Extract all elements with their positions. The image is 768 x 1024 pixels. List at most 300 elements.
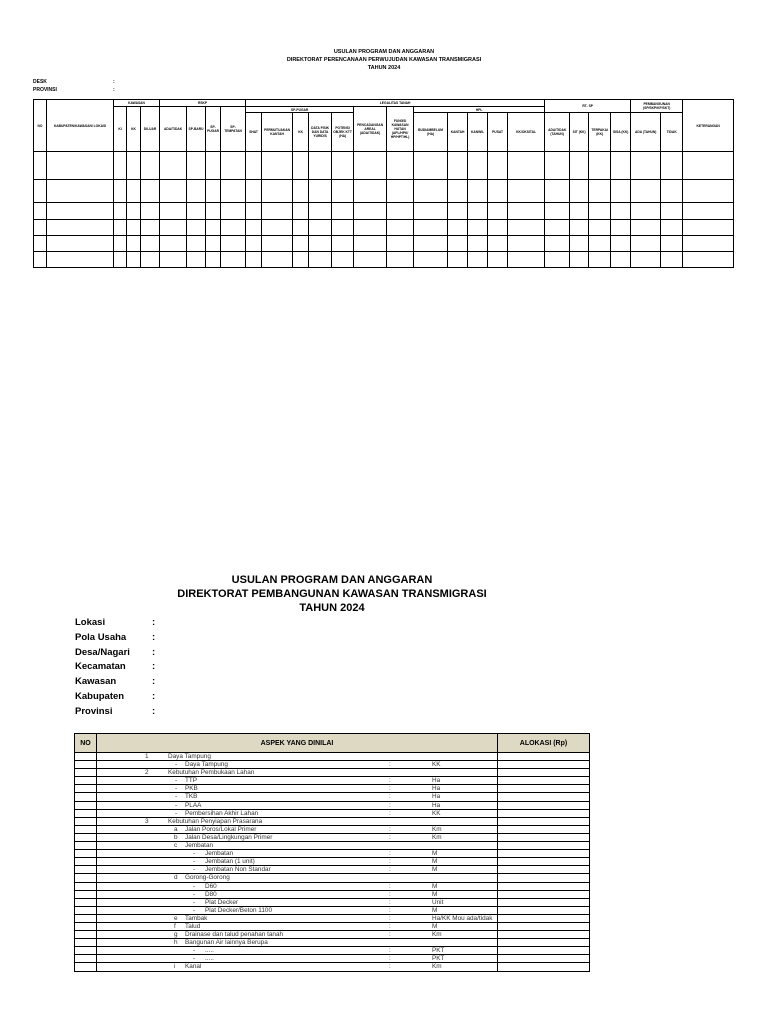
header-hpl-pusat: PUSAT (488, 113, 508, 152)
row-unit: M (432, 850, 438, 858)
table-cell[interactable] (589, 203, 611, 219)
table-cell[interactable] (293, 203, 309, 219)
table-row (34, 219, 734, 235)
table-cell[interactable] (468, 203, 488, 219)
alokasi-cell[interactable] (498, 842, 590, 850)
table-cell[interactable] (570, 203, 589, 219)
table-cell[interactable] (160, 152, 187, 180)
alokasi-cell[interactable] (498, 777, 590, 785)
table-cell[interactable] (508, 203, 545, 219)
header-pemb-tidak: TIDAK (661, 113, 683, 152)
row-no-cell (75, 801, 97, 809)
table-cell[interactable] (221, 203, 246, 219)
row-no-cell (75, 947, 97, 955)
row-colon: : (389, 809, 391, 817)
table-cell[interactable] (570, 219, 589, 235)
table-cell[interactable] (34, 219, 47, 235)
table-cell[interactable] (570, 152, 589, 180)
row-marker: f (174, 922, 176, 930)
table-cell[interactable] (127, 235, 141, 251)
table-cell[interactable] (34, 235, 47, 251)
table-cell[interactable] (114, 251, 127, 267)
table-row (34, 235, 734, 251)
row-no-cell (75, 882, 97, 890)
alokasi-cell[interactable] (498, 882, 590, 890)
table-cell[interactable] (246, 251, 262, 267)
table-cell[interactable] (545, 152, 570, 180)
row-marker: - (175, 809, 178, 817)
row-colon: : (389, 914, 391, 922)
meta-label: Kabupaten (75, 690, 125, 702)
row-marker: c (174, 842, 178, 850)
table-cell[interactable] (141, 180, 160, 203)
table-cell[interactable] (661, 219, 683, 235)
table-cell[interactable] (683, 180, 734, 203)
table-cell[interactable] (683, 219, 734, 235)
meta-label: Lokasi (75, 617, 106, 628)
table-cell[interactable] (488, 219, 508, 235)
meta-colon: : (113, 79, 115, 85)
row-marker: - (193, 906, 196, 914)
table-cell[interactable] (631, 152, 661, 180)
table-cell[interactable] (206, 203, 221, 219)
header-sp-pugar: SP-PUGAR (246, 107, 354, 113)
table-cell[interactable] (160, 219, 187, 235)
table-cell[interactable] (508, 251, 545, 267)
table-cell[interactable] (187, 180, 206, 203)
table-cell[interactable] (187, 203, 206, 219)
table-cell[interactable] (611, 180, 631, 203)
table-cell[interactable] (34, 203, 47, 219)
table-cell[interactable] (246, 152, 262, 180)
table-cell[interactable] (206, 219, 221, 235)
table-cell[interactable] (309, 180, 332, 203)
form1-year: TAHUN 2024 (367, 65, 401, 71)
table-cell[interactable] (570, 251, 589, 267)
table-cell[interactable] (631, 251, 661, 267)
table-cell[interactable] (387, 203, 414, 219)
table-cell[interactable] (611, 251, 631, 267)
row-label: Plat Decker (205, 898, 239, 906)
row-label: Kanal (185, 963, 202, 971)
table-row (75, 769, 590, 777)
table-cell[interactable] (488, 203, 508, 219)
table-cell[interactable] (221, 219, 246, 235)
table-cell[interactable] (448, 235, 468, 251)
table-cell[interactable] (488, 180, 508, 203)
table-cell[interactable] (354, 235, 387, 251)
alokasi-cell[interactable] (498, 922, 590, 930)
row-unit: PKT (432, 955, 445, 963)
table-cell[interactable] (508, 235, 545, 251)
table-cell[interactable] (589, 235, 611, 251)
table-cell[interactable] (206, 180, 221, 203)
meta-label: Kecamatan (75, 661, 126, 673)
table-cell[interactable] (127, 180, 141, 203)
table-cell[interactable] (206, 152, 221, 180)
table-cell[interactable] (246, 219, 262, 235)
meta-label: PROVINSI (33, 87, 57, 93)
row-no-cell (75, 931, 97, 939)
table-cell[interactable] (508, 152, 545, 180)
table-cell[interactable] (387, 235, 414, 251)
row-no-cell (75, 866, 97, 874)
table-cell[interactable] (114, 219, 127, 235)
table-cell[interactable] (468, 251, 488, 267)
table-cell[interactable] (141, 152, 160, 180)
table-cell[interactable] (508, 219, 545, 235)
table-cell[interactable] (309, 251, 332, 267)
table-cell[interactable] (114, 235, 127, 251)
table-cell[interactable] (354, 203, 387, 219)
table-cell[interactable] (332, 180, 354, 203)
table-cell[interactable] (47, 203, 114, 219)
alokasi-cell[interactable] (498, 906, 590, 914)
table-cell[interactable] (293, 180, 309, 203)
table-cell[interactable] (221, 235, 246, 251)
meta-colon: : (152, 661, 156, 673)
table-cell[interactable] (448, 203, 468, 219)
table-cell[interactable] (468, 180, 488, 203)
row-marker: - (193, 882, 196, 890)
table-cell[interactable] (414, 251, 448, 267)
form1-body (34, 152, 734, 268)
table-cell[interactable] (221, 251, 246, 267)
aspek-cell (97, 850, 498, 858)
table-cell[interactable] (127, 251, 141, 267)
table-cell[interactable] (246, 235, 262, 251)
table-cell[interactable] (34, 152, 47, 180)
table-cell[interactable] (262, 219, 293, 235)
alokasi-cell[interactable] (498, 963, 590, 971)
row-marker: - (193, 947, 196, 955)
table-cell[interactable] (545, 219, 570, 235)
table-cell[interactable] (293, 152, 309, 180)
header-rskp-pugar: SP-PUGAR (206, 107, 221, 152)
row-marker: 2 (145, 769, 149, 777)
alokasi-cell[interactable] (498, 793, 590, 801)
row-no-cell (75, 858, 97, 866)
table-cell[interactable] (448, 219, 468, 235)
alokasi-cell[interactable] (498, 785, 590, 793)
table-row (75, 906, 590, 914)
aspek-cell (97, 914, 498, 922)
row-unit: PKT (432, 947, 445, 955)
table-cell[interactable] (47, 219, 114, 235)
row-colon: : (389, 963, 391, 971)
table-row (75, 931, 590, 939)
table-cell[interactable] (611, 152, 631, 180)
table-cell[interactable] (448, 251, 468, 267)
alokasi-cell[interactable] (498, 914, 590, 922)
row-label: Jembatan (1 unit) (205, 858, 255, 866)
row-no-cell (75, 898, 97, 906)
table-row (75, 939, 590, 947)
header-rskp: RSKP (160, 100, 246, 107)
meta-colon: : (113, 87, 115, 93)
table-cell[interactable] (387, 219, 414, 235)
table-cell[interactable] (631, 235, 661, 251)
table-cell[interactable] (332, 251, 354, 267)
header-hpl: HPL (414, 107, 545, 113)
table-cell[interactable] (589, 251, 611, 267)
table-cell[interactable] (468, 152, 488, 180)
header-kawasan-ki: KI (114, 107, 127, 152)
table-cell[interactable] (414, 180, 448, 203)
table-cell[interactable] (221, 152, 246, 180)
table-row (34, 180, 734, 203)
form2-meta (75, 616, 155, 720)
row-no-cell (75, 890, 97, 898)
table-cell[interactable] (631, 219, 661, 235)
table-cell[interactable] (589, 219, 611, 235)
table-cell[interactable] (309, 235, 332, 251)
alokasi-cell[interactable] (498, 761, 590, 769)
alokasi-cell[interactable] (498, 955, 590, 963)
table-cell[interactable] (387, 251, 414, 267)
table-cell[interactable] (141, 203, 160, 219)
alokasi-cell[interactable] (498, 809, 590, 817)
table-cell[interactable] (545, 235, 570, 251)
alokasi-cell[interactable] (498, 817, 590, 825)
alokasi-cell[interactable] (498, 753, 590, 761)
row-label: Drainase dan talud penahan tanah (185, 931, 284, 939)
table-cell[interactable] (293, 219, 309, 235)
table-cell[interactable] (262, 152, 293, 180)
table-cell[interactable] (114, 203, 127, 219)
table-cell[interactable] (246, 203, 262, 219)
table-row (75, 866, 590, 874)
table-cell[interactable] (589, 152, 611, 180)
table-cell[interactable] (468, 219, 488, 235)
table-cell[interactable] (354, 152, 387, 180)
row-marker: - (193, 955, 196, 963)
aspek-cell (97, 761, 498, 769)
table-cell[interactable] (309, 203, 332, 219)
table-cell[interactable] (246, 180, 262, 203)
table-cell[interactable] (683, 152, 734, 180)
aspek-cell (97, 906, 498, 914)
header-pembangunan: PEMBANGUNAN (SP/SKP/KP/SKT) (631, 100, 683, 113)
table-cell[interactable] (661, 180, 683, 203)
row-colon: : (389, 777, 391, 785)
meta-colon: : (152, 676, 156, 688)
table-cell[interactable] (683, 251, 734, 267)
table-cell[interactable] (545, 180, 570, 203)
table-cell[interactable] (47, 152, 114, 180)
table-row (34, 152, 734, 180)
table-cell[interactable] (414, 203, 448, 219)
table-cell[interactable] (414, 152, 448, 180)
row-colon: : (389, 922, 391, 930)
meta-desa (75, 646, 155, 661)
table-cell[interactable] (160, 180, 187, 203)
row-no-cell (75, 850, 97, 858)
table-cell[interactable] (448, 180, 468, 203)
table-cell[interactable] (34, 180, 47, 203)
aspek-cell (97, 963, 498, 971)
table-cell[interactable] (508, 180, 545, 203)
header-kawasan-diluar: DILUAR (141, 107, 160, 152)
table-cell[interactable] (387, 180, 414, 203)
table-cell[interactable] (545, 251, 570, 267)
alokasi-cell[interactable] (498, 858, 590, 866)
table-row (75, 785, 590, 793)
alokasi-cell[interactable] (498, 866, 590, 874)
table-cell[interactable] (354, 251, 387, 267)
table-cell[interactable] (160, 203, 187, 219)
alokasi-cell[interactable] (498, 769, 590, 777)
table-cell[interactable] (262, 251, 293, 267)
alokasi-cell[interactable] (498, 931, 590, 939)
alokasi-cell[interactable] (498, 833, 590, 841)
table-cell[interactable] (221, 180, 246, 203)
row-no-cell (75, 769, 97, 777)
table-cell[interactable] (187, 251, 206, 267)
header-legalitas: LEGALITAS TANAH (246, 100, 545, 107)
table-cell[interactable] (47, 235, 114, 251)
table-cell[interactable] (187, 219, 206, 235)
row-no-cell (75, 833, 97, 841)
aspek-cell (97, 866, 498, 874)
table-cell[interactable] (570, 235, 589, 251)
table-cell[interactable] (332, 152, 354, 180)
row-colon: : (389, 890, 391, 898)
meta-colon: : (152, 617, 156, 628)
table-cell[interactable] (309, 219, 332, 235)
table-row (75, 874, 590, 882)
table-cell[interactable] (141, 235, 160, 251)
meta-kabupaten (75, 690, 155, 705)
table-cell[interactable] (114, 180, 127, 203)
aspek-cell (97, 898, 498, 906)
aspek-cell (97, 955, 498, 963)
row-label: Kebutuhan Penyiapan Prasarana (168, 817, 263, 825)
table-cell[interactable] (332, 219, 354, 235)
row-marker: - (175, 801, 178, 809)
meta-pola-usaha (75, 631, 155, 646)
table-cell[interactable] (127, 219, 141, 235)
form2-year: TAHUN 2024 (299, 602, 365, 614)
table-cell[interactable] (47, 251, 114, 267)
alokasi-cell[interactable] (498, 874, 590, 882)
header-hpl-kanwil: KANWIL (468, 113, 488, 152)
table-cell[interactable] (187, 152, 206, 180)
table-cell[interactable] (127, 203, 141, 219)
table-cell[interactable] (545, 203, 570, 219)
table-cell[interactable] (309, 152, 332, 180)
table-cell[interactable] (354, 180, 387, 203)
meta-provinsi (33, 86, 115, 94)
row-label: Jembatan (185, 842, 214, 850)
table-cell[interactable] (127, 152, 141, 180)
alokasi-cell[interactable] (498, 850, 590, 858)
table-cell[interactable] (661, 235, 683, 251)
aspek-cell (97, 793, 498, 801)
table-cell[interactable] (293, 251, 309, 267)
alokasi-cell[interactable] (498, 898, 590, 906)
table-cell[interactable] (661, 152, 683, 180)
table-cell[interactable] (114, 152, 127, 180)
table-row (75, 850, 590, 858)
table-cell[interactable] (414, 235, 448, 251)
table-cell[interactable] (160, 235, 187, 251)
table-cell[interactable] (47, 180, 114, 203)
table-cell[interactable] (661, 203, 683, 219)
row-label: ..... (205, 947, 214, 955)
alokasi-cell[interactable] (498, 801, 590, 809)
table-cell[interactable] (141, 251, 160, 267)
table-cell[interactable] (448, 152, 468, 180)
table-cell[interactable] (611, 235, 631, 251)
table-cell[interactable] (332, 235, 354, 251)
form1-table (33, 99, 734, 268)
table-cell[interactable] (414, 219, 448, 235)
alokasi-cell[interactable] (498, 825, 590, 833)
table-cell[interactable] (141, 219, 160, 235)
aspek-cell (97, 769, 498, 777)
row-no-cell (75, 809, 97, 817)
row-colon: : (389, 906, 391, 914)
table-cell[interactable] (34, 251, 47, 267)
table-cell[interactable] (468, 235, 488, 251)
meta-colon: : (152, 690, 156, 702)
table-cell[interactable] (631, 203, 661, 219)
table-cell[interactable] (187, 235, 206, 251)
meta-label: Kawasan (75, 676, 117, 688)
meta-colon: : (152, 646, 156, 658)
table-cell[interactable] (206, 251, 221, 267)
table-cell[interactable] (570, 180, 589, 203)
table-cell[interactable] (160, 251, 187, 267)
table-cell[interactable] (262, 180, 293, 203)
table-row (75, 963, 590, 971)
table-cell[interactable] (293, 235, 309, 251)
table-cell[interactable] (661, 251, 683, 267)
table-cell[interactable] (488, 152, 508, 180)
table-cell[interactable] (387, 152, 414, 180)
table-cell[interactable] (206, 235, 221, 251)
table-row (75, 817, 590, 825)
table-cell[interactable] (488, 235, 508, 251)
table-cell[interactable] (611, 219, 631, 235)
table-cell[interactable] (262, 235, 293, 251)
table-cell[interactable] (488, 251, 508, 267)
aspek-cell (97, 947, 498, 955)
table-cell[interactable] (631, 180, 661, 203)
table-cell[interactable] (611, 203, 631, 219)
table-cell[interactable] (683, 235, 734, 251)
header-hpl-kk: KK/OKSITAL (508, 113, 545, 152)
header-rtsp-terpakai: TERPAKAI (KK) (589, 113, 611, 152)
row-marker: e (174, 914, 178, 922)
alokasi-cell[interactable] (498, 890, 590, 898)
table-cell[interactable] (332, 203, 354, 219)
row-unit: Km (432, 833, 442, 841)
aspek-cell (97, 777, 498, 785)
alokasi-cell[interactable] (498, 947, 590, 955)
row-unit: Ha/KK Mou ada/tidak (432, 914, 493, 922)
row-label: Daya Tampung (185, 761, 228, 769)
row-unit: KK (432, 761, 441, 769)
table-cell[interactable] (354, 219, 387, 235)
header-no: NO (75, 734, 97, 753)
alokasi-cell[interactable] (498, 939, 590, 947)
row-unit: M (432, 890, 438, 898)
table-cell[interactable] (262, 203, 293, 219)
table-cell[interactable] (589, 180, 611, 203)
table-cell[interactable] (683, 203, 734, 219)
